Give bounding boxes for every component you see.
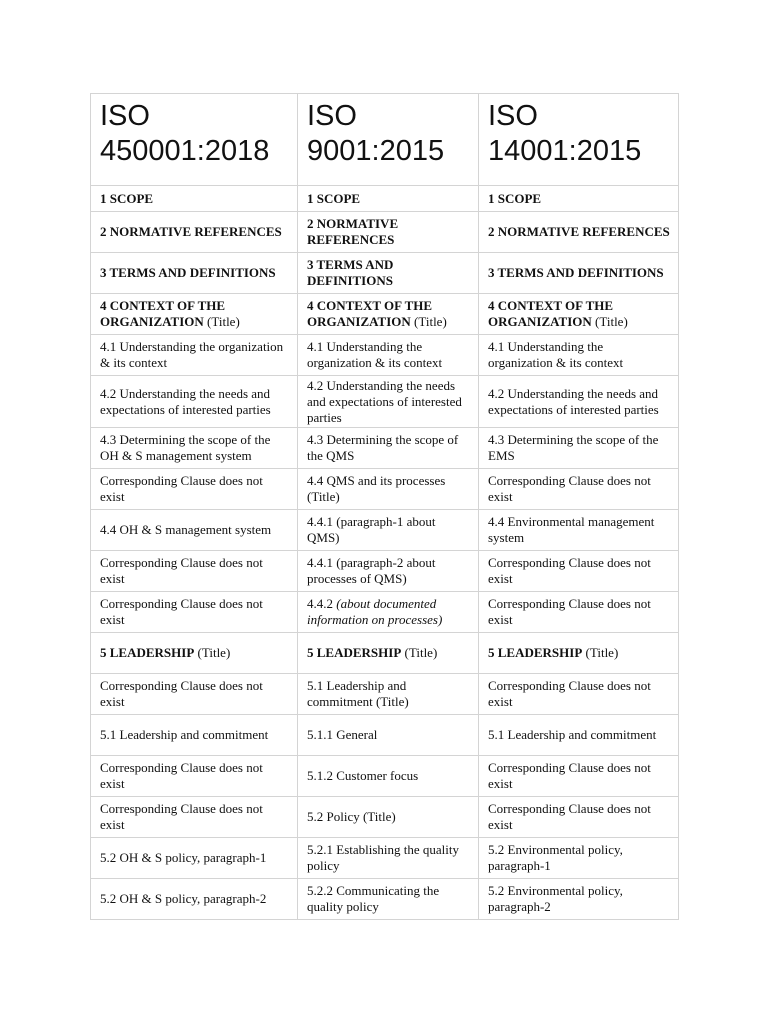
iso-comparison-table (90, 93, 679, 920)
clause-cell-iso-45001 (91, 428, 298, 469)
clause-cell-iso-45001 (91, 838, 298, 879)
clause-text: 5.2 Environmental policy, paragraph-2 (488, 883, 623, 914)
clause-text: 5.1 Leadership and commitment (488, 727, 657, 742)
clause-text: 4.4 Environmental management system (488, 514, 655, 545)
clause-text: 4 CONTEXT OF THE ORGANIZATION (307, 298, 433, 329)
clause-text: 4.1 Understanding the organization & its context (100, 339, 284, 370)
table-row (91, 715, 679, 756)
clause-text: 4.2 Understanding the needs and expectations of interested parties (307, 377, 462, 425)
clause-cell-iso-14001 (479, 592, 679, 633)
clause-cell-iso-9001 (298, 674, 479, 715)
clause-text: 4.4.1 (paragraph-1 about QMS) (307, 514, 436, 545)
clause-text: 2 NORMATIVE REFERENCES (488, 224, 670, 239)
clause-text: 5.2 OH & S policy, paragraph-1 (100, 850, 267, 865)
clause-text: Corresponding Clause does not exist (488, 473, 651, 504)
table-row (91, 253, 679, 294)
clause-cell-iso-45001 (91, 797, 298, 838)
clause-text: 4.4.2 (307, 596, 337, 611)
clause-cell-iso-9001 (298, 335, 479, 376)
table-row (91, 879, 679, 920)
clause-text: 5.2.1 Establishing the quality policy (307, 842, 460, 873)
clause-cell-iso-45001 (91, 551, 298, 592)
clause-text: 1 SCOPE (100, 190, 154, 206)
clause-text: 4.4 QMS and its processes (Title) (307, 473, 446, 504)
table-row (91, 428, 679, 469)
clause-text: Corresponding Clause does not exist (488, 760, 651, 791)
clause-cell-iso-45001 (91, 674, 298, 715)
clause-text: 5.2 Policy (Title) (307, 809, 396, 824)
clause-text: Corresponding Clause does not exist (100, 801, 263, 832)
clause-cell-iso-45001 (91, 715, 298, 756)
clause-cell-iso-45001 (91, 376, 298, 428)
clause-cell-iso-14001 (479, 756, 679, 797)
header-row (91, 94, 679, 186)
clause-text: 4.4.1 (paragraph-2 about processes of QMS) (307, 555, 436, 586)
clause-suffix: (Title) (591, 314, 628, 329)
clause-cell-iso-9001 (298, 469, 479, 510)
clause-cell-iso-14001 (479, 838, 679, 879)
clause-text: Corresponding Clause does not exist (488, 678, 651, 709)
clause-cell-iso-9001 (298, 797, 479, 838)
clause-text: 5.1 Leadership and commitment (100, 727, 269, 742)
clause-text: 4 CONTEXT OF THE ORGANIZATION (100, 298, 226, 329)
clause-cell-iso-14001 (479, 376, 679, 428)
clause-suffix: (Title) (194, 645, 231, 660)
clause-cell-iso-45001 (91, 469, 298, 510)
clause-text: 4 CONTEXT OF THE ORGANIZATION (488, 298, 614, 329)
clause-text: 5.2 OH & S policy, paragraph-2 (100, 891, 267, 906)
clause-cell-iso-14001 (479, 428, 679, 469)
clause-cell-iso-14001 (479, 510, 679, 551)
clause-cell-iso-9001 (298, 510, 479, 551)
clause-cell-iso-9001 (298, 428, 479, 469)
clause-cell-iso-45001 (91, 633, 298, 674)
clause-text: 4.4 OH & S management system (100, 522, 272, 537)
clause-suffix: (Title) (582, 645, 619, 660)
table-row (91, 633, 679, 674)
clause-text: Corresponding Clause does not exist (100, 760, 263, 791)
clause-text: Corresponding Clause does not exist (100, 555, 263, 586)
clause-text: 5.2 Environmental policy, paragraph-1 (488, 842, 623, 873)
clause-text: 3 TERMS AND DEFINITIONS (307, 257, 394, 288)
clause-text: 1 SCOPE (488, 190, 542, 206)
clause-cell-iso-9001 (298, 212, 479, 253)
clause-cell-iso-9001 (298, 376, 479, 428)
clause-cell-iso-14001 (479, 551, 679, 592)
clause-text: 5 LEADERSHIP (100, 645, 195, 660)
clause-text: 3 TERMS AND DEFINITIONS (488, 265, 664, 280)
clause-text: 5.1.1 General (307, 727, 378, 742)
clause-text: 5.1 Leadership and commitment (Title) (307, 678, 409, 709)
clause-text: 4.2 Understanding the needs and expectations of interested parties (488, 385, 659, 417)
table-row (91, 335, 679, 376)
table-body (91, 94, 679, 920)
clause-text: Corresponding Clause does not exist (100, 596, 263, 627)
clause-cell-iso-9001 (298, 186, 479, 212)
clause-text: 4.2 Understanding the needs and expectations of interested parties (100, 385, 271, 417)
clause-cell-iso-14001 (479, 335, 679, 376)
table-row (91, 469, 679, 510)
clause-text: 4.1 Understanding the organization & its context (488, 339, 624, 370)
table-row (91, 838, 679, 879)
clause-cell-iso-45001 (91, 212, 298, 253)
clause-cell-iso-45001 (91, 756, 298, 797)
clause-text: 5.2.2 Communicating the quality policy (307, 883, 440, 914)
clause-cell-iso-45001 (91, 294, 298, 335)
clause-cell-iso-9001 (298, 838, 479, 879)
header-cell-iso-45001: ISO 450001:2018 (91, 94, 298, 186)
clause-cell-iso-14001 (479, 674, 679, 715)
table-row (91, 551, 679, 592)
clause-text: Corresponding Clause does not exist (100, 678, 263, 709)
clause-cell-iso-9001 (298, 879, 479, 920)
table-row (91, 797, 679, 838)
clause-text: 1 SCOPE (307, 190, 361, 206)
clause-cell-iso-9001 (298, 551, 479, 592)
table-row (91, 674, 679, 715)
clause-text: 2 NORMATIVE REFERENCES (100, 224, 282, 239)
clause-cell-iso-14001 (479, 879, 679, 920)
clause-cell-iso-14001 (479, 633, 679, 674)
clause-text: 4.3 Determining the scope of the OH & S management system (100, 432, 271, 463)
clause-cell-iso-9001 (298, 633, 479, 674)
clause-cell-iso-45001 (91, 879, 298, 920)
table-row (91, 756, 679, 797)
clause-text: 5.1.2 Customer focus (307, 768, 419, 783)
table-row (91, 376, 679, 428)
clause-note: (about documented information on processes) (307, 596, 443, 627)
clause-cell-iso-45001 (91, 510, 298, 551)
clause-cell-iso-14001 (479, 797, 679, 838)
clause-cell-iso-9001 (298, 294, 479, 335)
clause-cell-iso-45001 (91, 186, 298, 212)
clause-cell-iso-45001 (91, 253, 298, 294)
clause-text: Corresponding Clause does not exist (100, 473, 263, 504)
clause-text: 4.1 Understanding the organization & its context (307, 339, 443, 370)
clause-cell-iso-45001 (91, 592, 298, 633)
clause-text: Corresponding Clause does not exist (488, 555, 651, 586)
clause-text: 3 TERMS AND DEFINITIONS (100, 265, 276, 280)
table-row (91, 592, 679, 633)
clause-cell-iso-14001 (479, 186, 679, 212)
clause-cell-iso-14001 (479, 212, 679, 253)
header-cell-iso-14001: ISO 14001:2015 (479, 94, 679, 186)
table-row (91, 294, 679, 335)
clause-suffix: (Title) (410, 314, 447, 329)
clause-suffix: (Title) (203, 314, 240, 329)
clause-text: Corresponding Clause does not exist (488, 596, 651, 627)
clause-text: 5 LEADERSHIP (488, 645, 583, 660)
header-cell-iso-9001: ISO 9001:2015 (298, 94, 479, 186)
clause-suffix: (Title) (401, 645, 438, 660)
clause-cell-iso-14001 (479, 253, 679, 294)
clause-text: 4.3 Determining the scope of the EMS (488, 432, 659, 463)
clause-cell-iso-9001 (298, 592, 479, 633)
table-row (91, 510, 679, 551)
clause-cell-iso-14001 (479, 469, 679, 510)
clause-cell-iso-14001 (479, 294, 679, 335)
clause-text: 4.3 Determining the scope of the QMS (307, 432, 459, 463)
clause-cell-iso-9001 (298, 253, 479, 294)
clause-text: Corresponding Clause does not exist (488, 801, 651, 832)
clause-cell-iso-9001 (298, 756, 479, 797)
clause-text: 2 NORMATIVE REFERENCES (307, 216, 399, 247)
table-row (91, 212, 679, 253)
table-row (91, 186, 679, 212)
clause-cell-iso-9001 (298, 715, 479, 756)
clause-text: 5 LEADERSHIP (307, 645, 402, 660)
clause-cell-iso-14001 (479, 715, 679, 756)
clause-cell-iso-45001 (91, 335, 298, 376)
